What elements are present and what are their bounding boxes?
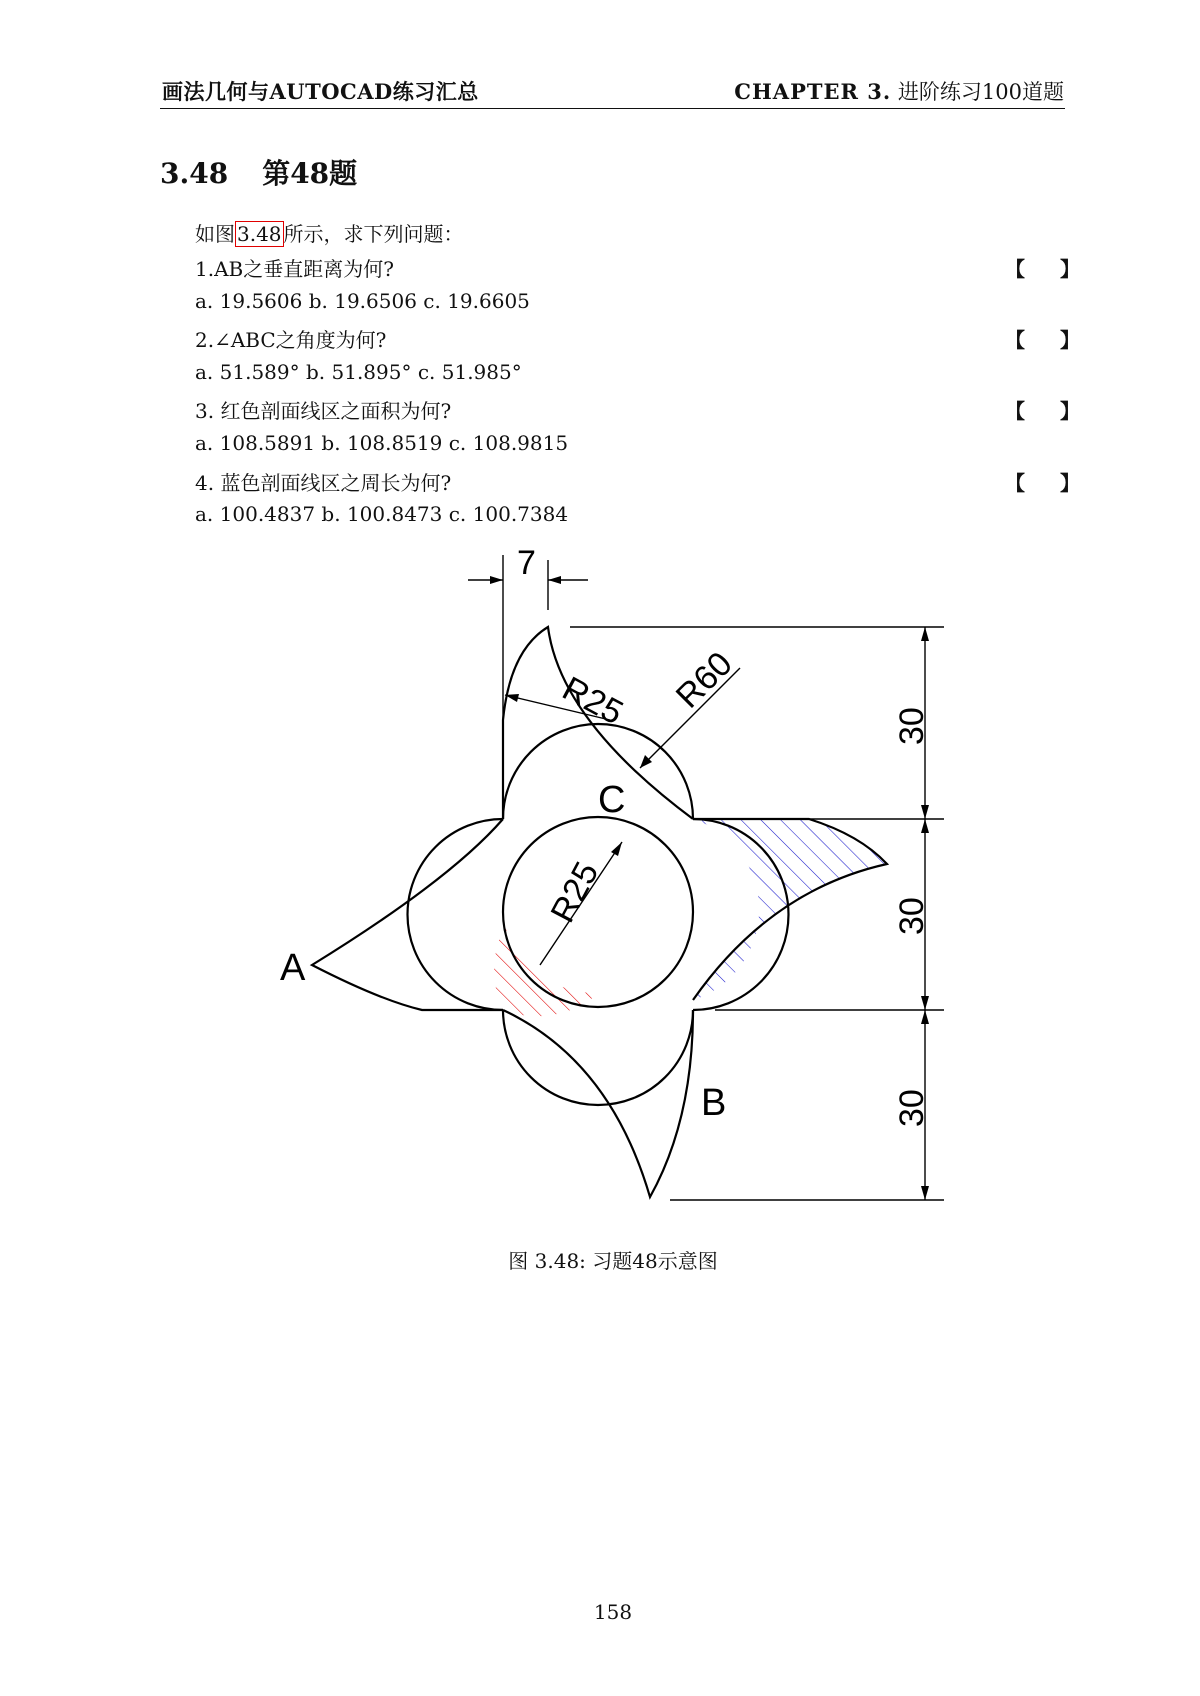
- answer-bracket-4: 【 】: [1005, 471, 1094, 495]
- dim-30-top: 30: [893, 707, 931, 745]
- label-point-b: B: [701, 1082, 727, 1124]
- red-hatch-region: [494, 926, 599, 1016]
- label-point-a: A: [280, 947, 306, 989]
- question-2: 2.∠ABC之角度为何?: [195, 328, 387, 352]
- page-number: 158: [593, 1600, 633, 1624]
- question-1: 1.AB之垂直距离为何?: [195, 257, 394, 281]
- section-number: 3.48: [160, 157, 229, 190]
- figure-ref-link[interactable]: 3.48: [237, 222, 282, 246]
- chapter-label: CHAPTER 3.: [734, 79, 892, 104]
- chapter-title: 进阶练习100道题: [897, 80, 1064, 104]
- running-header-chapter: [734, 76, 1064, 106]
- dim-r25-center: R25: [543, 855, 607, 929]
- options-1: a. 19.5606 b. 19.6506 c. 19.6605: [195, 289, 530, 313]
- figure-caption: 图 3.48: 习题48示意图: [508, 1249, 718, 1273]
- intro-paragraph: [195, 218, 464, 247]
- header-rule: [160, 108, 1065, 109]
- dim-30-middle: 30: [893, 897, 931, 935]
- question-4: 4. 蓝色剖面线区之周长为何?: [195, 471, 452, 495]
- section-title: 第48题: [262, 157, 358, 190]
- intro-suffix: 所示，求下列问题：: [283, 222, 464, 246]
- dim-30-bottom: 30: [893, 1089, 931, 1127]
- blue-hatch-region: [693, 819, 887, 1000]
- running-header-book-title: 画法几何与AUTOCAD练习汇总: [162, 79, 479, 104]
- options-3: a. 108.5891 b. 108.8519 c. 108.9815: [195, 431, 569, 455]
- answer-bracket-2: 【 】: [1005, 328, 1094, 352]
- intro-prefix: 如图: [195, 222, 235, 246]
- question-3: 3. 红色剖面线区之面积为何?: [195, 399, 452, 423]
- dim-width-7: 7: [517, 544, 536, 582]
- answer-bracket-1: 【 】: [1005, 257, 1094, 281]
- blade-bottom: [503, 1010, 693, 1197]
- dim-r60: R60: [668, 644, 740, 716]
- dim-r25-top: R25: [556, 669, 630, 733]
- label-point-c: C: [598, 779, 626, 821]
- options-2: a. 51.589° b. 51.895° c. 51.985°: [195, 360, 522, 384]
- section-heading: [160, 152, 357, 192]
- geometry-figure: [0, 540, 1200, 1240]
- answer-bracket-3: 【 】: [1005, 399, 1094, 423]
- arc-bottom: [503, 1010, 693, 1105]
- arc-top-left: [408, 819, 504, 1010]
- options-4: a. 100.4837 b. 100.8473 c. 100.7384: [195, 502, 569, 526]
